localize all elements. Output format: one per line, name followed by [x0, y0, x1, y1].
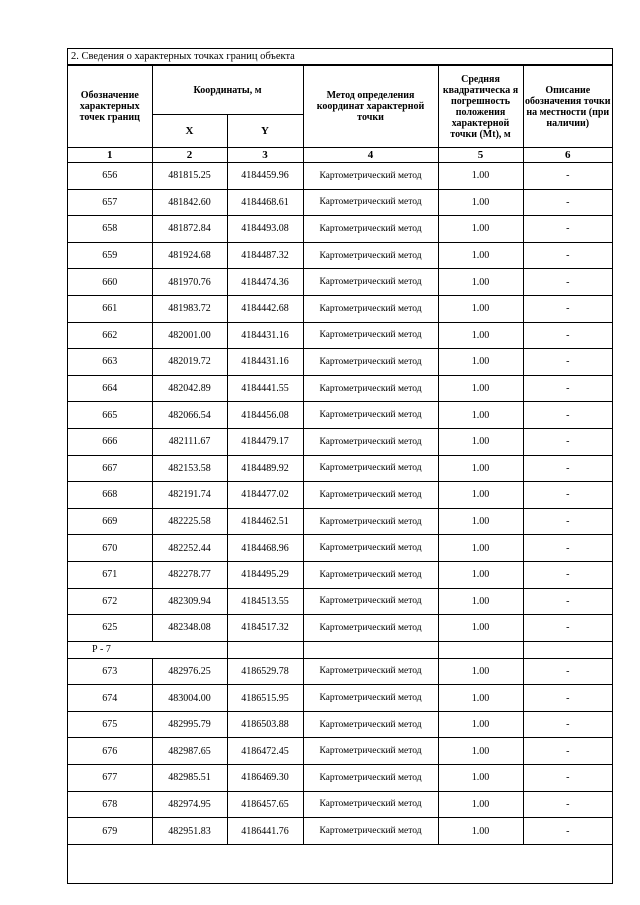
error-cell: 1.00 — [438, 561, 523, 588]
description-cell: - — [523, 615, 612, 642]
y-coordinate-cell: 4184441.55 — [227, 375, 303, 402]
description-cell: - — [523, 349, 612, 376]
method-cell: Картометрический метод — [303, 658, 438, 685]
point-id-cell: 676 — [68, 738, 152, 765]
point-id-cell: 667 — [68, 455, 152, 482]
point-id-cell: 668 — [68, 482, 152, 509]
error-cell: 1.00 — [438, 711, 523, 738]
point-id-cell: 625 — [68, 615, 152, 642]
method-cell: Картометрический метод — [303, 508, 438, 535]
table-row — [68, 791, 612, 818]
y-coordinate-cell: 4184489.92 — [227, 455, 303, 482]
method-cell: Картометрический метод — [303, 269, 438, 296]
description-cell: - — [523, 216, 612, 243]
table-row — [68, 658, 612, 685]
column-number: 4 — [303, 148, 438, 163]
table-row — [68, 216, 612, 243]
error-cell: 1.00 — [438, 791, 523, 818]
x-coordinate-cell: 481970.76 — [152, 269, 227, 296]
description-cell: - — [523, 561, 612, 588]
description-cell: - — [523, 428, 612, 455]
point-id-cell: 666 — [68, 428, 152, 455]
table-row — [68, 349, 612, 376]
point-id-cell: 661 — [68, 295, 152, 322]
error-cell: 1.00 — [438, 189, 523, 216]
table-row — [68, 561, 612, 588]
x-coordinate-cell: 482976.25 — [152, 658, 227, 685]
description-cell: - — [523, 791, 612, 818]
y-coordinate-cell: 4184431.16 — [227, 322, 303, 349]
point-id-cell: 673 — [68, 658, 152, 685]
x-coordinate-cell: 482111.67 — [152, 428, 227, 455]
description-cell: - — [523, 242, 612, 269]
method-cell: Картометрический метод — [303, 295, 438, 322]
description-cell: - — [523, 402, 612, 429]
x-coordinate-cell: 481872.84 — [152, 216, 227, 243]
description-cell: - — [523, 508, 612, 535]
table-row — [68, 685, 612, 712]
description-cell: - — [523, 375, 612, 402]
point-id-cell: 674 — [68, 685, 152, 712]
point-id-cell: 679 — [68, 818, 152, 845]
error-cell: 1.00 — [438, 765, 523, 792]
point-id-cell: 660 — [68, 269, 152, 296]
error-cell: 1.00 — [438, 658, 523, 685]
method-cell: Картометрический метод — [303, 402, 438, 429]
x-coordinate-cell: 482019.72 — [152, 349, 227, 376]
description-cell: - — [523, 711, 612, 738]
error-cell: 1.00 — [438, 322, 523, 349]
y-coordinate-cell: 4186469.30 — [227, 765, 303, 792]
point-id-cell: 678 — [68, 791, 152, 818]
point-id-cell: 675 — [68, 711, 152, 738]
method-cell: Картометрический метод — [303, 615, 438, 642]
y-coordinate-cell: 4184468.96 — [227, 535, 303, 562]
y-coordinate-cell: 4184477.02 — [227, 482, 303, 509]
point-id-cell: 659 — [68, 242, 152, 269]
x-coordinate-cell: 482042.89 — [152, 375, 227, 402]
method-cell: Картометрический метод — [303, 242, 438, 269]
x-coordinate-cell: 481924.68 — [152, 242, 227, 269]
error-cell: 1.00 — [438, 269, 523, 296]
table-row — [68, 322, 612, 349]
y-coordinate-cell: 4184513.55 — [227, 588, 303, 615]
table-row — [68, 189, 612, 216]
method-cell: Картометрический метод — [303, 163, 438, 190]
description-cell: - — [523, 163, 612, 190]
y-coordinate-cell: 4186441.76 — [227, 818, 303, 845]
error-cell: 1.00 — [438, 163, 523, 190]
header-coordinates: Координаты, м — [152, 66, 303, 115]
y-coordinate-cell: 4186457.65 — [227, 791, 303, 818]
method-cell: Картометрический метод — [303, 216, 438, 243]
column-number: 1 — [68, 148, 152, 163]
error-cell: 1.00 — [438, 349, 523, 376]
table-row — [68, 738, 612, 765]
x-coordinate-cell: 481842.60 — [152, 189, 227, 216]
y-coordinate-cell: 4184462.51 — [227, 508, 303, 535]
method-cell: Картометрический метод — [303, 535, 438, 562]
y-coordinate-cell: 4186529.78 — [227, 658, 303, 685]
method-cell: Картометрический метод — [303, 189, 438, 216]
document-frame — [67, 48, 613, 884]
y-coordinate-cell: 4186503.88 — [227, 711, 303, 738]
method-cell: Картометрический метод — [303, 818, 438, 845]
table-row — [68, 402, 612, 429]
description-cell: - — [523, 818, 612, 845]
point-id-cell: 672 — [68, 588, 152, 615]
method-cell: Картометрический метод — [303, 428, 438, 455]
method-cell: Картометрический метод — [303, 561, 438, 588]
table-row — [68, 588, 612, 615]
x-coordinate-cell: 482951.83 — [152, 818, 227, 845]
y-coordinate-cell: 4184468.61 — [227, 189, 303, 216]
x-coordinate-cell: 482987.65 — [152, 738, 227, 765]
method-cell: Картометрический метод — [303, 588, 438, 615]
table-row — [68, 163, 612, 190]
error-cell: 1.00 — [438, 455, 523, 482]
error-cell: 1.00 — [438, 375, 523, 402]
x-coordinate-cell: 482348.08 — [152, 615, 227, 642]
y-coordinate-cell: 4184474.36 — [227, 269, 303, 296]
x-coordinate-cell: 482001.00 — [152, 322, 227, 349]
point-id-cell: 665 — [68, 402, 152, 429]
table-caption: 2. Сведения о характерных точках границ объекта — [68, 49, 612, 65]
description-cell: - — [523, 588, 612, 615]
point-id-cell: 677 — [68, 765, 152, 792]
x-coordinate-cell: 483004.00 — [152, 685, 227, 712]
table-row — [68, 455, 612, 482]
header-y: Y — [227, 115, 303, 148]
method-cell: Картометрический метод — [303, 482, 438, 509]
column-number: 3 — [227, 148, 303, 163]
table-row — [68, 535, 612, 562]
error-cell: 1.00 — [438, 615, 523, 642]
section-row — [68, 641, 612, 658]
boundary-points-table — [68, 65, 612, 845]
method-cell: Картометрический метод — [303, 791, 438, 818]
y-coordinate-cell: 4186515.95 — [227, 685, 303, 712]
point-id-cell: 671 — [68, 561, 152, 588]
error-cell: 1.00 — [438, 508, 523, 535]
column-number: 6 — [523, 148, 612, 163]
error-cell: 1.00 — [438, 402, 523, 429]
point-id-cell: 664 — [68, 375, 152, 402]
header-error: Средняя квадратическа я погрешность положения характерной точки (Mt), м — [438, 66, 523, 148]
method-cell: Картометрический метод — [303, 711, 438, 738]
description-cell: - — [523, 189, 612, 216]
error-cell: 1.00 — [438, 428, 523, 455]
x-coordinate-cell: 482066.54 — [152, 402, 227, 429]
description-cell: - — [523, 322, 612, 349]
description-cell: - — [523, 482, 612, 509]
x-coordinate-cell: 482995.79 — [152, 711, 227, 738]
point-id-cell: 670 — [68, 535, 152, 562]
table-row — [68, 711, 612, 738]
y-coordinate-cell: 4186472.45 — [227, 738, 303, 765]
table-row — [68, 269, 612, 296]
y-coordinate-cell: 4184517.32 — [227, 615, 303, 642]
description-cell: - — [523, 269, 612, 296]
y-coordinate-cell: 4184479.17 — [227, 428, 303, 455]
method-cell: Картометрический метод — [303, 349, 438, 376]
table-row — [68, 615, 612, 642]
y-coordinate-cell: 4184459.96 — [227, 163, 303, 190]
table-row — [68, 482, 612, 509]
description-cell: - — [523, 658, 612, 685]
error-cell: 1.00 — [438, 482, 523, 509]
column-number: 2 — [152, 148, 227, 163]
x-coordinate-cell: 482309.94 — [152, 588, 227, 615]
table-row — [68, 375, 612, 402]
table-row — [68, 508, 612, 535]
x-coordinate-cell: 482974.95 — [152, 791, 227, 818]
error-cell: 1.00 — [438, 216, 523, 243]
description-cell: - — [523, 295, 612, 322]
y-coordinate-cell: 4184495.29 — [227, 561, 303, 588]
method-cell: Картометрический метод — [303, 455, 438, 482]
x-coordinate-cell: 482278.77 — [152, 561, 227, 588]
point-id-cell: 669 — [68, 508, 152, 535]
point-id-cell: 657 — [68, 189, 152, 216]
method-cell: Картометрический метод — [303, 738, 438, 765]
error-cell: 1.00 — [438, 818, 523, 845]
method-cell: Картометрический метод — [303, 685, 438, 712]
table-row — [68, 242, 612, 269]
header-point-id: Обозначение характерных точек границ — [68, 66, 152, 148]
y-coordinate-cell: 4184487.32 — [227, 242, 303, 269]
header-x: X — [152, 115, 227, 148]
y-coordinate-cell: 4184493.08 — [227, 216, 303, 243]
method-cell: Картометрический метод — [303, 375, 438, 402]
y-coordinate-cell: 4184456.08 — [227, 402, 303, 429]
x-coordinate-cell: 482153.58 — [152, 455, 227, 482]
description-cell: - — [523, 765, 612, 792]
description-cell: - — [523, 685, 612, 712]
table-row — [68, 295, 612, 322]
column-number: 5 — [438, 148, 523, 163]
point-id-cell: 663 — [68, 349, 152, 376]
x-coordinate-cell: 481983.72 — [152, 295, 227, 322]
description-cell: - — [523, 738, 612, 765]
x-coordinate-cell: 481815.25 — [152, 163, 227, 190]
description-cell: - — [523, 455, 612, 482]
table-row — [68, 765, 612, 792]
x-coordinate-cell: 482191.74 — [152, 482, 227, 509]
header-description: Описание обозначения точки на местности (при наличии) — [523, 66, 612, 148]
x-coordinate-cell: 482252.44 — [152, 535, 227, 562]
y-coordinate-cell: 4184442.68 — [227, 295, 303, 322]
error-cell: 1.00 — [438, 535, 523, 562]
point-id-cell: 658 — [68, 216, 152, 243]
header-method: Метод определения координат характерной точки — [303, 66, 438, 148]
method-cell: Картометрический метод — [303, 322, 438, 349]
error-cell: 1.00 — [438, 295, 523, 322]
table-row — [68, 428, 612, 455]
error-cell: 1.00 — [438, 738, 523, 765]
x-coordinate-cell: 482225.58 — [152, 508, 227, 535]
x-coordinate-cell: 482985.51 — [152, 765, 227, 792]
section-label: Р - 7 — [68, 641, 227, 658]
error-cell: 1.00 — [438, 588, 523, 615]
point-id-cell: 656 — [68, 163, 152, 190]
description-cell: - — [523, 535, 612, 562]
error-cell: 1.00 — [438, 685, 523, 712]
point-id-cell: 662 — [68, 322, 152, 349]
error-cell: 1.00 — [438, 242, 523, 269]
table-row — [68, 818, 612, 845]
y-coordinate-cell: 4184431.16 — [227, 349, 303, 376]
method-cell: Картометрический метод — [303, 765, 438, 792]
